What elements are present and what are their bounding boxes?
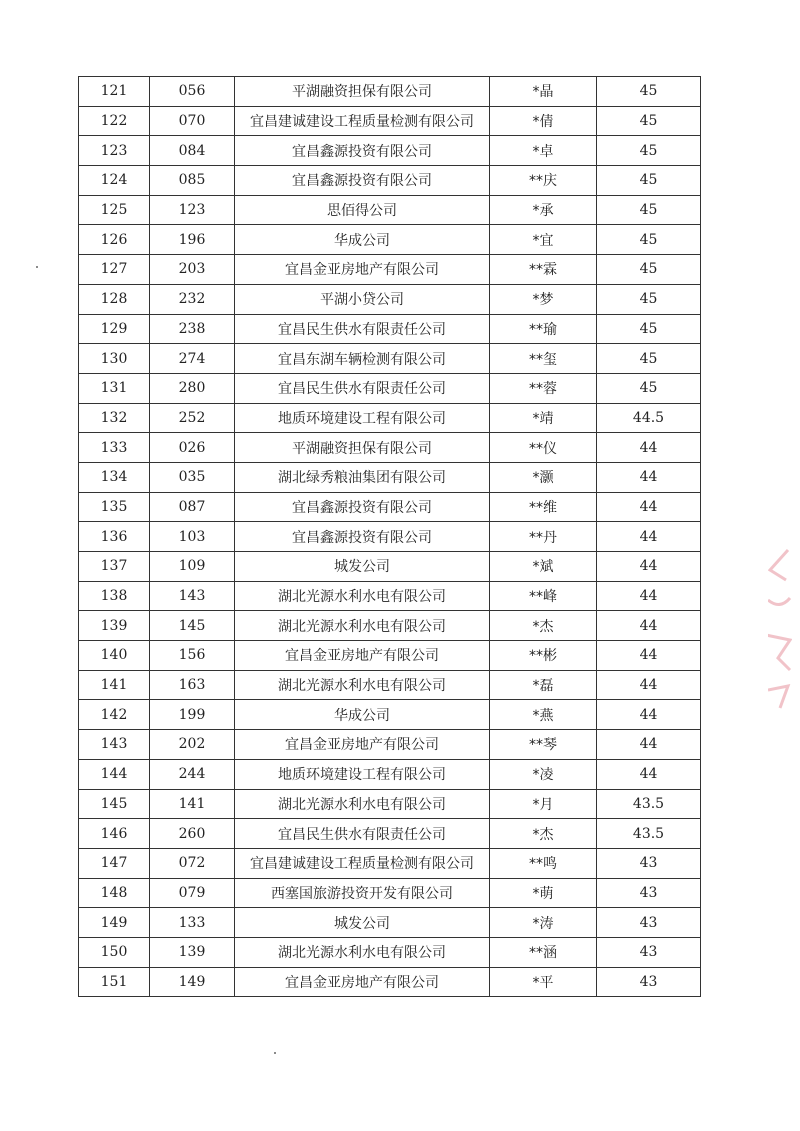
rank-cell: 131 (79, 373, 150, 403)
table-row (79, 581, 701, 611)
rank-cell: 122 (79, 106, 150, 136)
name-cell: **蓉 (490, 373, 597, 403)
rank-cell: 148 (79, 878, 150, 908)
rank-cell: 128 (79, 284, 150, 314)
table-row (79, 848, 701, 878)
name-cell: **瑜 (490, 314, 597, 344)
name-cell: *磊 (490, 670, 597, 700)
rank-cell: 132 (79, 403, 150, 433)
table-row (79, 225, 701, 255)
id-cell: 238 (150, 314, 235, 344)
rank-cell: 129 (79, 314, 150, 344)
company-cell: 宜昌金亚房地产有限公司 (235, 967, 490, 997)
company-cell: 地质环境建设工程有限公司 (235, 403, 490, 433)
score-cell: 44 (597, 581, 701, 611)
score-cell: 45 (597, 284, 701, 314)
score-cell: 44 (597, 522, 701, 552)
table-row (79, 195, 701, 225)
score-cell: 45 (597, 195, 701, 225)
table-row (79, 611, 701, 641)
name-cell: *梦 (490, 284, 597, 314)
id-cell: 087 (150, 492, 235, 522)
name-cell: *宜 (490, 225, 597, 255)
company-cell: 思佰得公司 (235, 195, 490, 225)
score-cell: 43.5 (597, 819, 701, 849)
name-cell: *晶 (490, 77, 597, 107)
rank-cell: 150 (79, 937, 150, 967)
rank-cell: 135 (79, 492, 150, 522)
name-cell: *杰 (490, 819, 597, 849)
table-row (79, 462, 701, 492)
score-cell: 45 (597, 77, 701, 107)
id-cell: 143 (150, 581, 235, 611)
table-row (79, 641, 701, 671)
table-row (79, 136, 701, 166)
company-cell: 城发公司 (235, 908, 490, 938)
table-row (79, 908, 701, 938)
score-cell: 44 (597, 462, 701, 492)
id-cell: 084 (150, 136, 235, 166)
table-row (79, 759, 701, 789)
name-cell: **玺 (490, 344, 597, 374)
rank-cell: 145 (79, 789, 150, 819)
company-cell: 湖北光源水利水电有限公司 (235, 611, 490, 641)
rank-cell: 144 (79, 759, 150, 789)
table-row (79, 730, 701, 760)
table-row (79, 255, 701, 285)
score-cell: 43.5 (597, 789, 701, 819)
rank-cell: 143 (79, 730, 150, 760)
score-cell: 45 (597, 373, 701, 403)
company-cell: 宜昌鑫源投资有限公司 (235, 492, 490, 522)
rank-cell: 130 (79, 344, 150, 374)
id-cell: 156 (150, 641, 235, 671)
id-cell: 133 (150, 908, 235, 938)
id-cell: 035 (150, 462, 235, 492)
table-row (79, 878, 701, 908)
company-cell: 地质环境建设工程有限公司 (235, 759, 490, 789)
id-cell: 072 (150, 848, 235, 878)
id-cell: 145 (150, 611, 235, 641)
score-cell: 44 (597, 552, 701, 582)
company-cell: 平湖融资担保有限公司 (235, 77, 490, 107)
score-cell: 43 (597, 878, 701, 908)
score-cell: 44 (597, 611, 701, 641)
score-cell: 44 (597, 492, 701, 522)
name-cell: *斌 (490, 552, 597, 582)
name-cell: **霖 (490, 255, 597, 285)
name-cell: *承 (490, 195, 597, 225)
rank-cell: 126 (79, 225, 150, 255)
score-cell: 44 (597, 700, 701, 730)
name-cell: *靖 (490, 403, 597, 433)
company-cell: 宜昌民生供水有限责任公司 (235, 314, 490, 344)
id-cell: 139 (150, 937, 235, 967)
score-cell: 45 (597, 344, 701, 374)
score-cell: 44 (597, 759, 701, 789)
score-cell: 44.5 (597, 403, 701, 433)
score-cell: 45 (597, 314, 701, 344)
id-cell: 280 (150, 373, 235, 403)
score-cell: 45 (597, 166, 701, 196)
id-cell: 070 (150, 106, 235, 136)
table-row (79, 700, 701, 730)
company-cell: 湖北光源水利水电有限公司 (235, 581, 490, 611)
company-cell: 宜昌金亚房地产有限公司 (235, 641, 490, 671)
company-cell: 宜昌金亚房地产有限公司 (235, 255, 490, 285)
rank-cell: 123 (79, 136, 150, 166)
id-cell: 196 (150, 225, 235, 255)
table-row (79, 937, 701, 967)
name-cell: *倩 (490, 106, 597, 136)
table-row (79, 314, 701, 344)
company-cell: 湖北光源水利水电有限公司 (235, 670, 490, 700)
table-row (79, 373, 701, 403)
id-cell: 203 (150, 255, 235, 285)
name-cell: *卓 (490, 136, 597, 166)
company-cell: 湖北绿秀粮油集团有限公司 (235, 462, 490, 492)
name-cell: **琴 (490, 730, 597, 760)
table-row (79, 106, 701, 136)
name-cell: *月 (490, 789, 597, 819)
id-cell: 199 (150, 700, 235, 730)
id-cell: 079 (150, 878, 235, 908)
rank-cell: 139 (79, 611, 150, 641)
table-row (79, 552, 701, 582)
rank-cell: 124 (79, 166, 150, 196)
score-cell: 45 (597, 225, 701, 255)
rank-cell: 134 (79, 462, 150, 492)
rank-cell: 141 (79, 670, 150, 700)
id-cell: 149 (150, 967, 235, 997)
company-cell: 华成公司 (235, 700, 490, 730)
id-cell: 141 (150, 789, 235, 819)
table-row (79, 433, 701, 463)
scan-speck (36, 266, 38, 268)
table-row (79, 77, 701, 107)
company-cell: 平湖融资担保有限公司 (235, 433, 490, 463)
company-cell: 平湖小贷公司 (235, 284, 490, 314)
id-cell: 232 (150, 284, 235, 314)
id-cell: 085 (150, 166, 235, 196)
score-cell: 44 (597, 641, 701, 671)
name-cell: **鸣 (490, 848, 597, 878)
rank-cell: 146 (79, 819, 150, 849)
id-cell: 109 (150, 552, 235, 582)
score-cell: 44 (597, 730, 701, 760)
table-row (79, 967, 701, 997)
id-cell: 260 (150, 819, 235, 849)
rank-cell: 140 (79, 641, 150, 671)
name-cell: *灏 (490, 462, 597, 492)
name-cell: *萌 (490, 878, 597, 908)
id-cell: 123 (150, 195, 235, 225)
company-cell: 宜昌金亚房地产有限公司 (235, 730, 490, 760)
name-cell: **丹 (490, 522, 597, 552)
company-cell: 宜昌民生供水有限责任公司 (235, 373, 490, 403)
company-cell: 宜昌鑫源投资有限公司 (235, 136, 490, 166)
rank-cell: 137 (79, 552, 150, 582)
scan-speck (274, 1052, 276, 1054)
results-table (78, 76, 701, 997)
rank-cell: 142 (79, 700, 150, 730)
rank-cell: 149 (79, 908, 150, 938)
name-cell: *平 (490, 967, 597, 997)
name-cell: **彬 (490, 641, 597, 671)
id-cell: 274 (150, 344, 235, 374)
table-row (79, 522, 701, 552)
name-cell: *杰 (490, 611, 597, 641)
company-cell: 湖北光源水利水电有限公司 (235, 937, 490, 967)
name-cell: **庆 (490, 166, 597, 196)
rank-cell: 151 (79, 967, 150, 997)
id-cell: 202 (150, 730, 235, 760)
table-row (79, 670, 701, 700)
company-cell: 宜昌建诚建设工程质量检测有限公司 (235, 106, 490, 136)
score-cell: 45 (597, 136, 701, 166)
results-table-body (79, 77, 701, 997)
table-row (79, 403, 701, 433)
company-cell: 西塞国旅游投资开发有限公司 (235, 878, 490, 908)
company-cell: 城发公司 (235, 552, 490, 582)
table-row (79, 344, 701, 374)
rank-cell: 121 (79, 77, 150, 107)
company-cell: 宜昌民生供水有限责任公司 (235, 819, 490, 849)
table-row (79, 166, 701, 196)
table-row (79, 284, 701, 314)
table-row (79, 492, 701, 522)
company-cell: 华成公司 (235, 225, 490, 255)
company-cell: 宜昌东湖车辆检测有限公司 (235, 344, 490, 374)
rank-cell: 147 (79, 848, 150, 878)
table-row (79, 789, 701, 819)
rank-cell: 136 (79, 522, 150, 552)
rank-cell: 138 (79, 581, 150, 611)
name-cell: **仪 (490, 433, 597, 463)
id-cell: 103 (150, 522, 235, 552)
score-cell: 45 (597, 255, 701, 285)
name-cell: *燕 (490, 700, 597, 730)
id-cell: 026 (150, 433, 235, 463)
score-cell: 43 (597, 937, 701, 967)
name-cell: **峰 (490, 581, 597, 611)
score-cell: 43 (597, 848, 701, 878)
name-cell: **维 (490, 492, 597, 522)
score-cell: 44 (597, 433, 701, 463)
id-cell: 244 (150, 759, 235, 789)
rank-cell: 127 (79, 255, 150, 285)
seal-stamp-graphic (768, 540, 792, 710)
name-cell: *凌 (490, 759, 597, 789)
table-row (79, 819, 701, 849)
seal-stamp (768, 540, 800, 710)
id-cell: 252 (150, 403, 235, 433)
company-cell: 湖北光源水利水电有限公司 (235, 789, 490, 819)
id-cell: 163 (150, 670, 235, 700)
rank-cell: 133 (79, 433, 150, 463)
company-cell: 宜昌建诚建设工程质量检测有限公司 (235, 848, 490, 878)
id-cell: 056 (150, 77, 235, 107)
score-cell: 43 (597, 967, 701, 997)
score-cell: 43 (597, 908, 701, 938)
name-cell: *涛 (490, 908, 597, 938)
score-cell: 45 (597, 106, 701, 136)
company-cell: 宜昌鑫源投资有限公司 (235, 166, 490, 196)
rank-cell: 125 (79, 195, 150, 225)
name-cell: **涵 (490, 937, 597, 967)
company-cell: 宜昌鑫源投资有限公司 (235, 522, 490, 552)
score-cell: 44 (597, 670, 701, 700)
